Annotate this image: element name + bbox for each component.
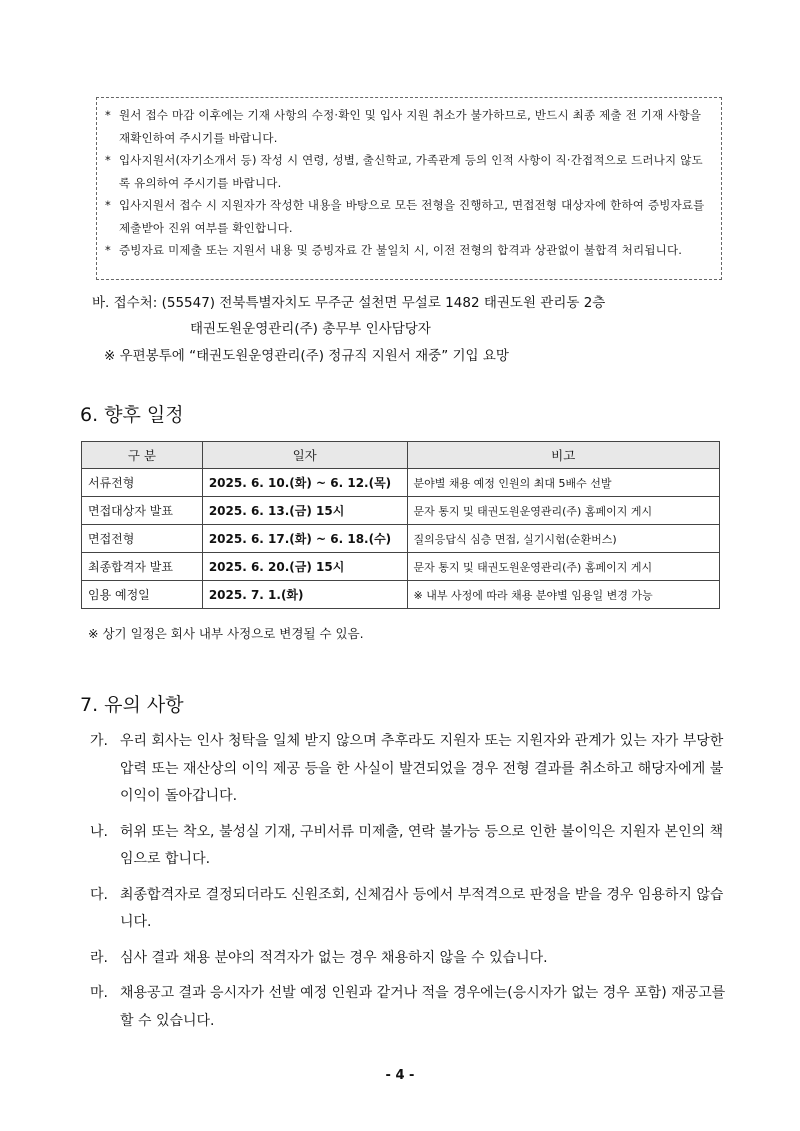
cell-date: 2025. 7. 1.(화) (202, 581, 407, 609)
cell-category: 최종합격자 발표 (82, 553, 203, 581)
item-text: 최종합격자로 결정되더라도 신원조회, 신체검사 등에서 부적격으로 판정을 받을 경우 임용하지 않습니다. (120, 886, 724, 930)
table-header-row (82, 442, 720, 469)
notice-item (105, 104, 711, 149)
bullet-mark: * (105, 198, 111, 212)
list-item (90, 728, 730, 811)
item-marker: 라. (90, 949, 108, 966)
item-text: 채용공고 결과 응시자가 선발 예정 인원과 같거나 적을 경우에는(응시자가 없는 경우 포함) 재공고를 할 수 있습니다. (120, 985, 726, 1029)
notice-box (96, 97, 722, 280)
section-7-title: 7. 유의 사항 (80, 694, 184, 716)
cell-remarks: 문자 통지 및 태권도원운영관리(주) 홈페이지 게시 (407, 553, 719, 581)
cell-remarks: 문자 통지 및 태권도원운영관리(주) 홈페이지 게시 (407, 497, 719, 525)
table-row (82, 553, 720, 581)
schedule-note: ※ 상기 일정은 회사 내부 사정으로 변경될 수 있음. (88, 626, 364, 641)
caution-list (90, 728, 730, 1043)
schedule-table (81, 441, 720, 609)
notice-item (105, 194, 711, 239)
table-row (82, 525, 720, 553)
section-6-title: 6. 향후 일정 (80, 404, 184, 426)
bullet-mark: * (105, 243, 111, 257)
notice-item (105, 239, 711, 262)
header-remarks: 비고 (407, 442, 719, 469)
item-marker: 마. (90, 985, 108, 1001)
table-row (82, 581, 720, 609)
list-item (90, 980, 730, 1035)
cell-date: 2025. 6. 13.(금) 15시 (202, 497, 407, 525)
notice-text: 증빙자료 미제출 또는 지원서 내용 및 증빙자료 간 불일치 시, 이전 전형의 합격과 상관없이 불합격 처리됩니다. (119, 243, 683, 257)
cell-remarks: 분야별 채용 예정 인원의 최대 5배수 선발 (407, 469, 719, 497)
cell-date: 2025. 6. 20.(금) 15시 (202, 553, 407, 581)
table-row (82, 497, 720, 525)
submission-recipient: 태권도원운영관리(주) 총무부 인사담당자 (190, 321, 431, 337)
cell-remarks: ※ 내부 사정에 따라 채용 분야별 임용일 변경 가능 (407, 581, 719, 609)
notice-text: 원서 접수 마감 이후에는 기재 사항의 수정·확인 및 입사 지원 취소가 불가하므로, 반드시 최종 제출 전 기재 사항을 재확인하여 주시기를 바랍니다. (119, 108, 702, 145)
cell-category: 면접전형 (82, 525, 203, 553)
list-item (90, 945, 730, 973)
item-marker: 다. (90, 886, 108, 903)
header-category: 구 분 (82, 442, 203, 469)
page-number: - 4 - (385, 1068, 415, 1083)
cell-category: 서류전형 (82, 469, 203, 497)
item-text: 허위 또는 착오, 불성실 기재, 구비서류 미제출, 연락 불가능 등으로 인한 불이익은 지원자 본인의 책임으로 합니다. (120, 823, 724, 867)
item-marker: 나. (90, 823, 108, 840)
cell-date: 2025. 6. 10.(화) ~ 6. 12.(목) (202, 469, 407, 497)
envelope-instruction: ※ 우편봉투에 “태권도원운영관리(주) 정규직 지원서 재중” 기입 요망 (104, 348, 509, 364)
cell-remarks: 질의응답식 심층 면접, 실기시험(순환버스) (407, 525, 719, 553)
list-item (90, 819, 730, 874)
cell-category: 면접대상자 발표 (82, 497, 203, 525)
item-text: 우리 회사는 인사 청탁을 일체 받지 않으며 추후라도 지원자 또는 지원자와 관계가 있는 자가 부당한 압력 또는 재산상의 이익 제공 등을 한 사실이 발견되었을 경우 전형 결과를 취소하고 해당자에게 불이익이 돌아갑니다. (120, 733, 724, 804)
notice-text: 입사지원서(자기소개서 등) 작성 시 연령, 성별, 출신학교, 가족관계 등의 인적 사항이 직·간접적으로 드러나지 않도록 유의하여 주시기를 바랍니다. (119, 153, 703, 190)
item-text: 심사 결과 채용 분야의 적격자가 없는 경우 채용하지 않을 수 있습니다. (120, 949, 548, 966)
submission-address: 바. 접수처: (55547) 전북특별자치도 무주군 설천면 무설로 1482 태권도원 관리동 2층 (92, 295, 606, 311)
notice-text: 입사지원서 접수 시 지원자가 작성한 내용을 바탕으로 모든 전형을 진행하고, 면접전형 대상자에 한하여 증빙자료를 제출받아 진위 여부를 확인합니다. (119, 198, 705, 235)
table-row (82, 469, 720, 497)
header-date: 일자 (202, 442, 407, 469)
bullet-mark: * (105, 108, 111, 122)
list-item (90, 882, 730, 937)
cell-date: 2025. 6. 17.(화) ~ 6. 18.(수) (202, 525, 407, 553)
item-marker: 가. (90, 733, 108, 749)
bullet-mark: * (105, 153, 111, 167)
notice-item (105, 149, 711, 194)
cell-category: 임용 예정일 (82, 581, 203, 609)
